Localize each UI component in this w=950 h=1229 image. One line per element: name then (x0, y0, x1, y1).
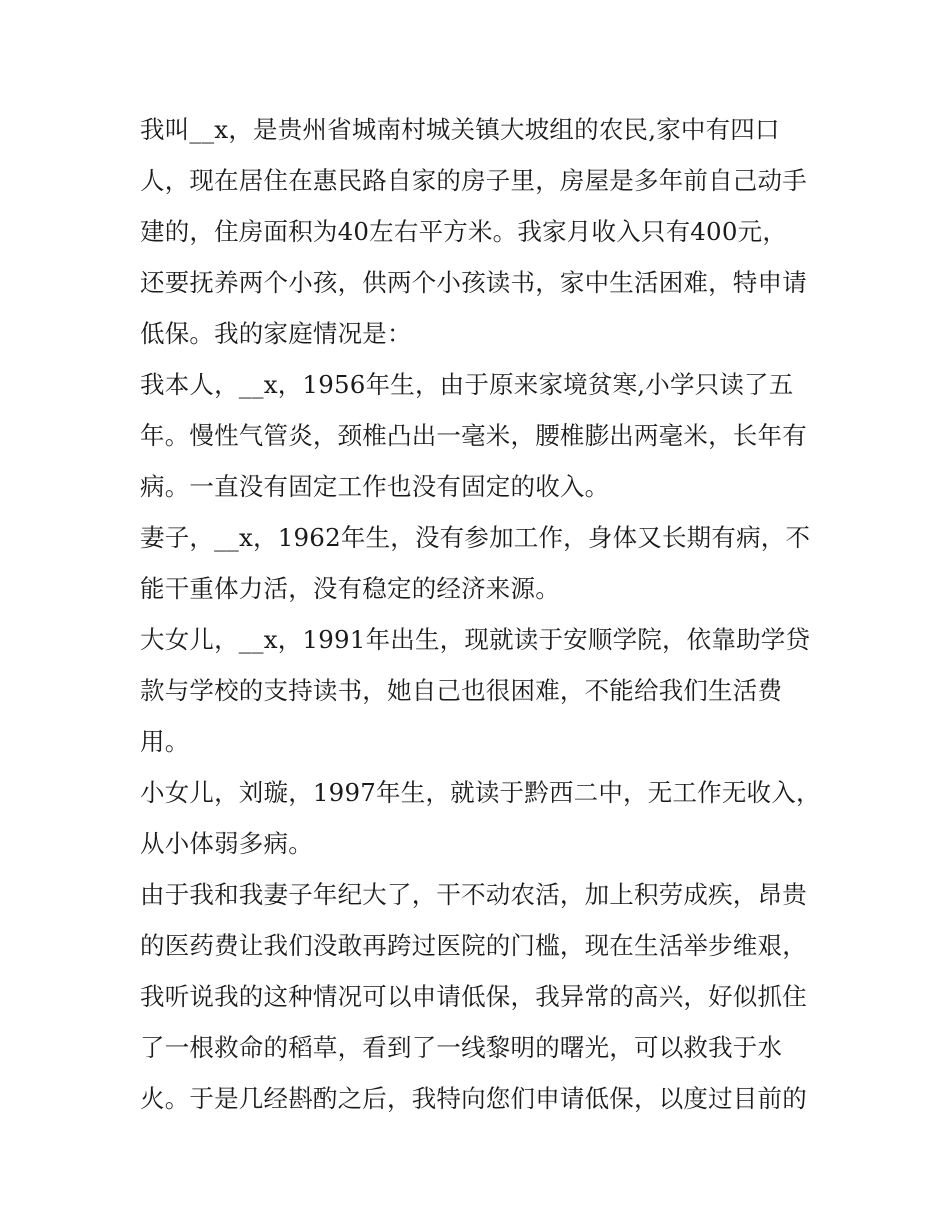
text-line: 病。一直没有固定工作也没有固定的收入。 (140, 472, 610, 501)
text-line: 人，现在居住在惠民路自家的房子里，房屋是多年前自己动手 (140, 166, 807, 195)
text-line: 大女儿，__x，1991年出生，现就读于安顺学院，依靠助学贷 (140, 625, 811, 654)
text-line: 小女儿，刘璇，1997年生，就读于黔西二中，无工作无收入， (140, 778, 821, 807)
text-line: 能干重体力活，没有稳定的经济来源。 (140, 574, 560, 603)
text-line: 火。于是几经斟酌之后，我特向您们申请低保，以度过目前的 (140, 1084, 807, 1113)
text-line: 用。 (140, 727, 190, 756)
text-line: 我叫__x，是贵州省城南村城关镇大坡组的农民,家中有四口 (140, 115, 780, 144)
text-line: 我听说我的这种情况可以申请低保，我异常的高兴，好似抓住 (140, 982, 807, 1011)
text-line: 建的，住房面积为40左右平方米。我家月收入只有400元， (140, 217, 788, 246)
text-line: 妻子，__x，1962年生，没有参加工作，身体又长期有病，不 (140, 523, 811, 552)
text-line: 年。慢性气管炎，颈椎凸出一毫米，腰椎膨出两毫米，长年有 (140, 421, 807, 450)
document-body (140, 104, 820, 1124)
text-line: 还要抚养两个小孩，供两个小孩读书，家中生活困难，特申请 (140, 268, 807, 297)
text-line: 由于我和我妻子年纪大了，干不动农活，加上积劳成疾，昂贵 (140, 880, 807, 909)
text-line: 的医药费让我们没敢再跨过医院的门槛，现在生活举步维艰， (140, 931, 807, 960)
text-line: 低保。我的家庭情况是： (140, 319, 412, 348)
text-line: 款与学校的支持读书，她自己也很困难，不能给我们生活费 (140, 676, 783, 705)
text-line: 我本人，__x，1956年生，由于原来家境贫寒,小学只读了五 (140, 370, 794, 399)
text-line: 从小体弱多病。 (140, 829, 313, 858)
text-line: 了一根救命的稻草，看到了一线黎明的曙光，可以救我于水 (140, 1033, 783, 1062)
